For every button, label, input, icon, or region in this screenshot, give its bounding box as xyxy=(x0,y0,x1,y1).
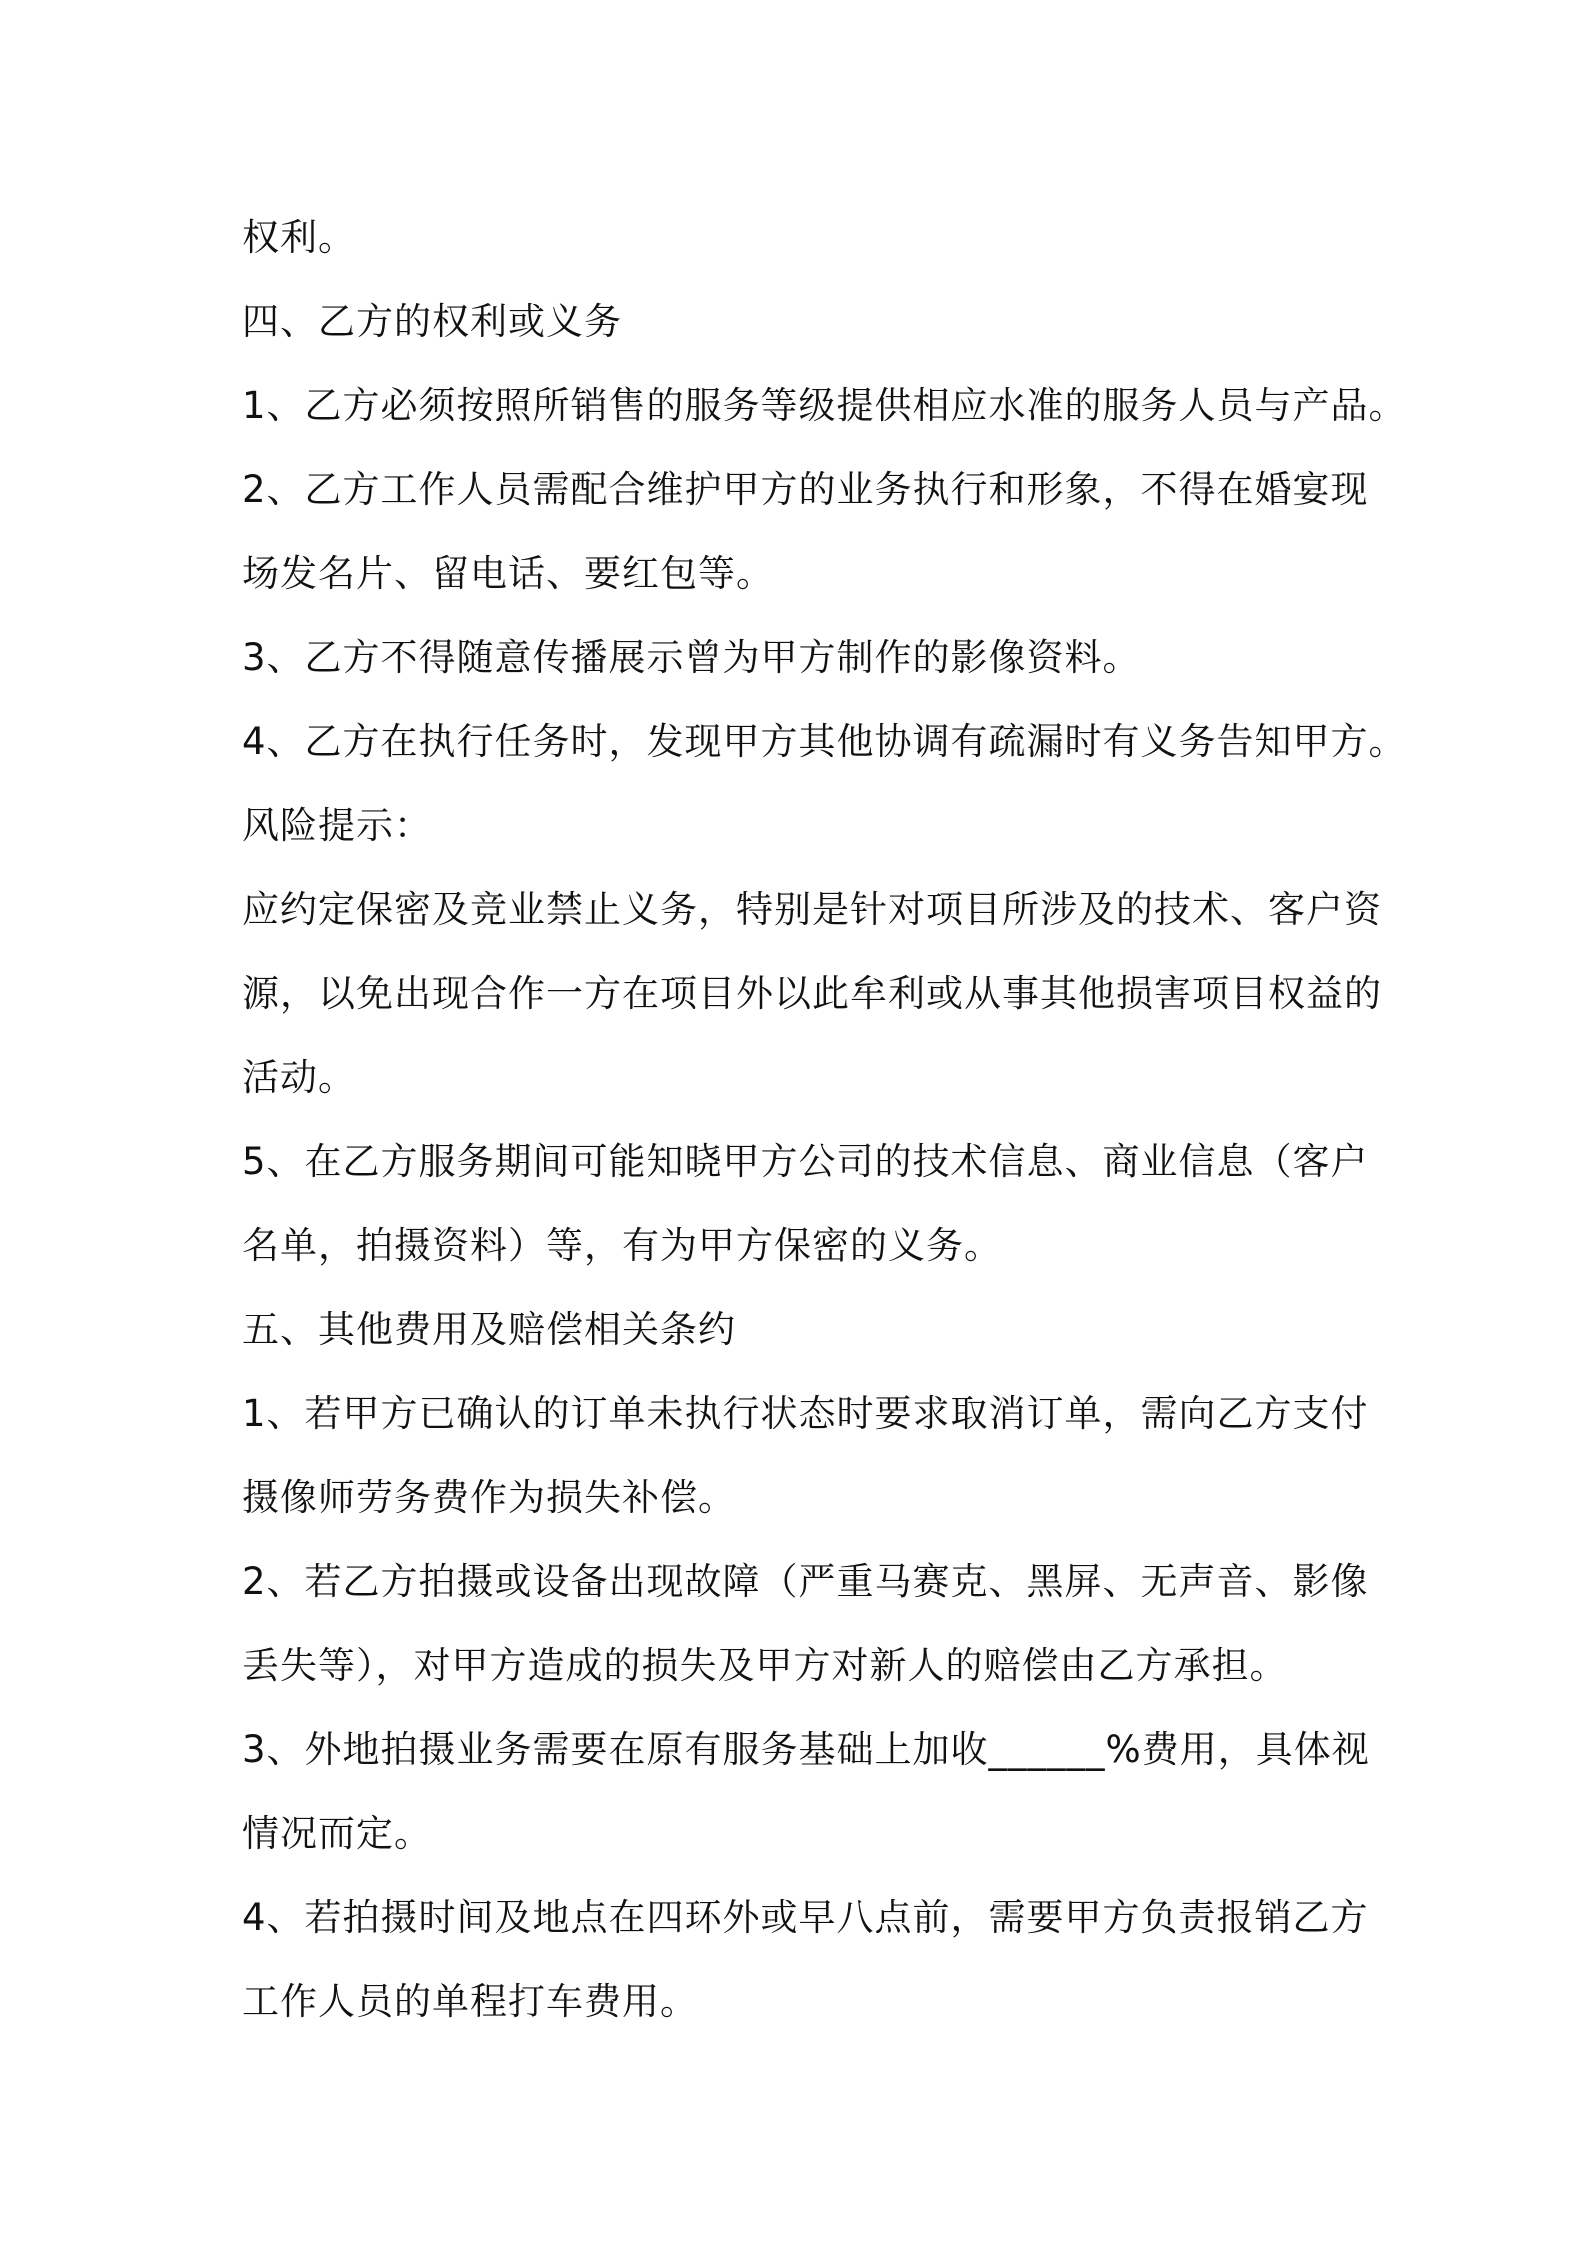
text-line: 源，以免出现合作一方在项目外以此牟利或从事其他损害项目权益的 xyxy=(242,972,1382,1015)
text-line: 名单，拍摄资料）等，有为甲方保密的义务。 xyxy=(242,1224,1002,1267)
text-line: 3、外地拍摄业务需要在原有服务基础上加收______%费用，具体视 xyxy=(242,1728,1370,1771)
text-line: 摄像师劳务费作为损失补偿。 xyxy=(242,1476,736,1519)
section-heading: 五、其他费用及赔偿相关条约 xyxy=(242,1308,736,1351)
text-line: 1、若甲方已确认的订单未执行状态时要求取消订单，需向乙方支付 xyxy=(242,1392,1369,1435)
text-line: 5、在乙方服务期间可能知晓甲方公司的技术信息、商业信息（客户 xyxy=(242,1140,1369,1183)
text-line: 4、若拍摄时间及地点在四环外或早八点前，需要甲方负责报销乙方 xyxy=(242,1896,1369,1939)
text-line: 丢失等），对甲方造成的损失及甲方对新人的赔偿由乙方承担。 xyxy=(242,1644,1288,1687)
text-line: 活动。 xyxy=(242,1056,356,1099)
text-line: 权利。 xyxy=(242,216,356,259)
text-line: 2、乙方工作人员需配合维护甲方的业务执行和形象，不得在婚宴现 xyxy=(242,468,1369,511)
text-line: 情况而定。 xyxy=(242,1812,432,1855)
text-line: 应约定保密及竞业禁止义务，特别是针对项目所涉及的技术、客户资 xyxy=(242,888,1382,931)
risk-heading: 风险提示： xyxy=(242,804,432,847)
section-heading: 四、乙方的权利或义务 xyxy=(242,300,622,343)
text-line: 2、若乙方拍摄或设备出现故障（严重马赛克、黑屏、无声音、影像 xyxy=(242,1560,1369,1603)
text-line: 4、乙方在执行任务时，发现甲方其他协调有疏漏时有义务告知甲方。 xyxy=(242,720,1407,763)
text-line: 1、乙方必须按照所销售的服务等级提供相应水准的服务人员与产品。 xyxy=(242,384,1407,427)
text-line: 场发名片、留电话、要红包等。 xyxy=(242,552,774,595)
text-line: 3、乙方不得随意传播展示曾为甲方制作的影像资料。 xyxy=(242,636,1141,679)
text-line: 工作人员的单程打车费用。 xyxy=(242,1980,698,2023)
document-body xyxy=(242,196,1407,2044)
